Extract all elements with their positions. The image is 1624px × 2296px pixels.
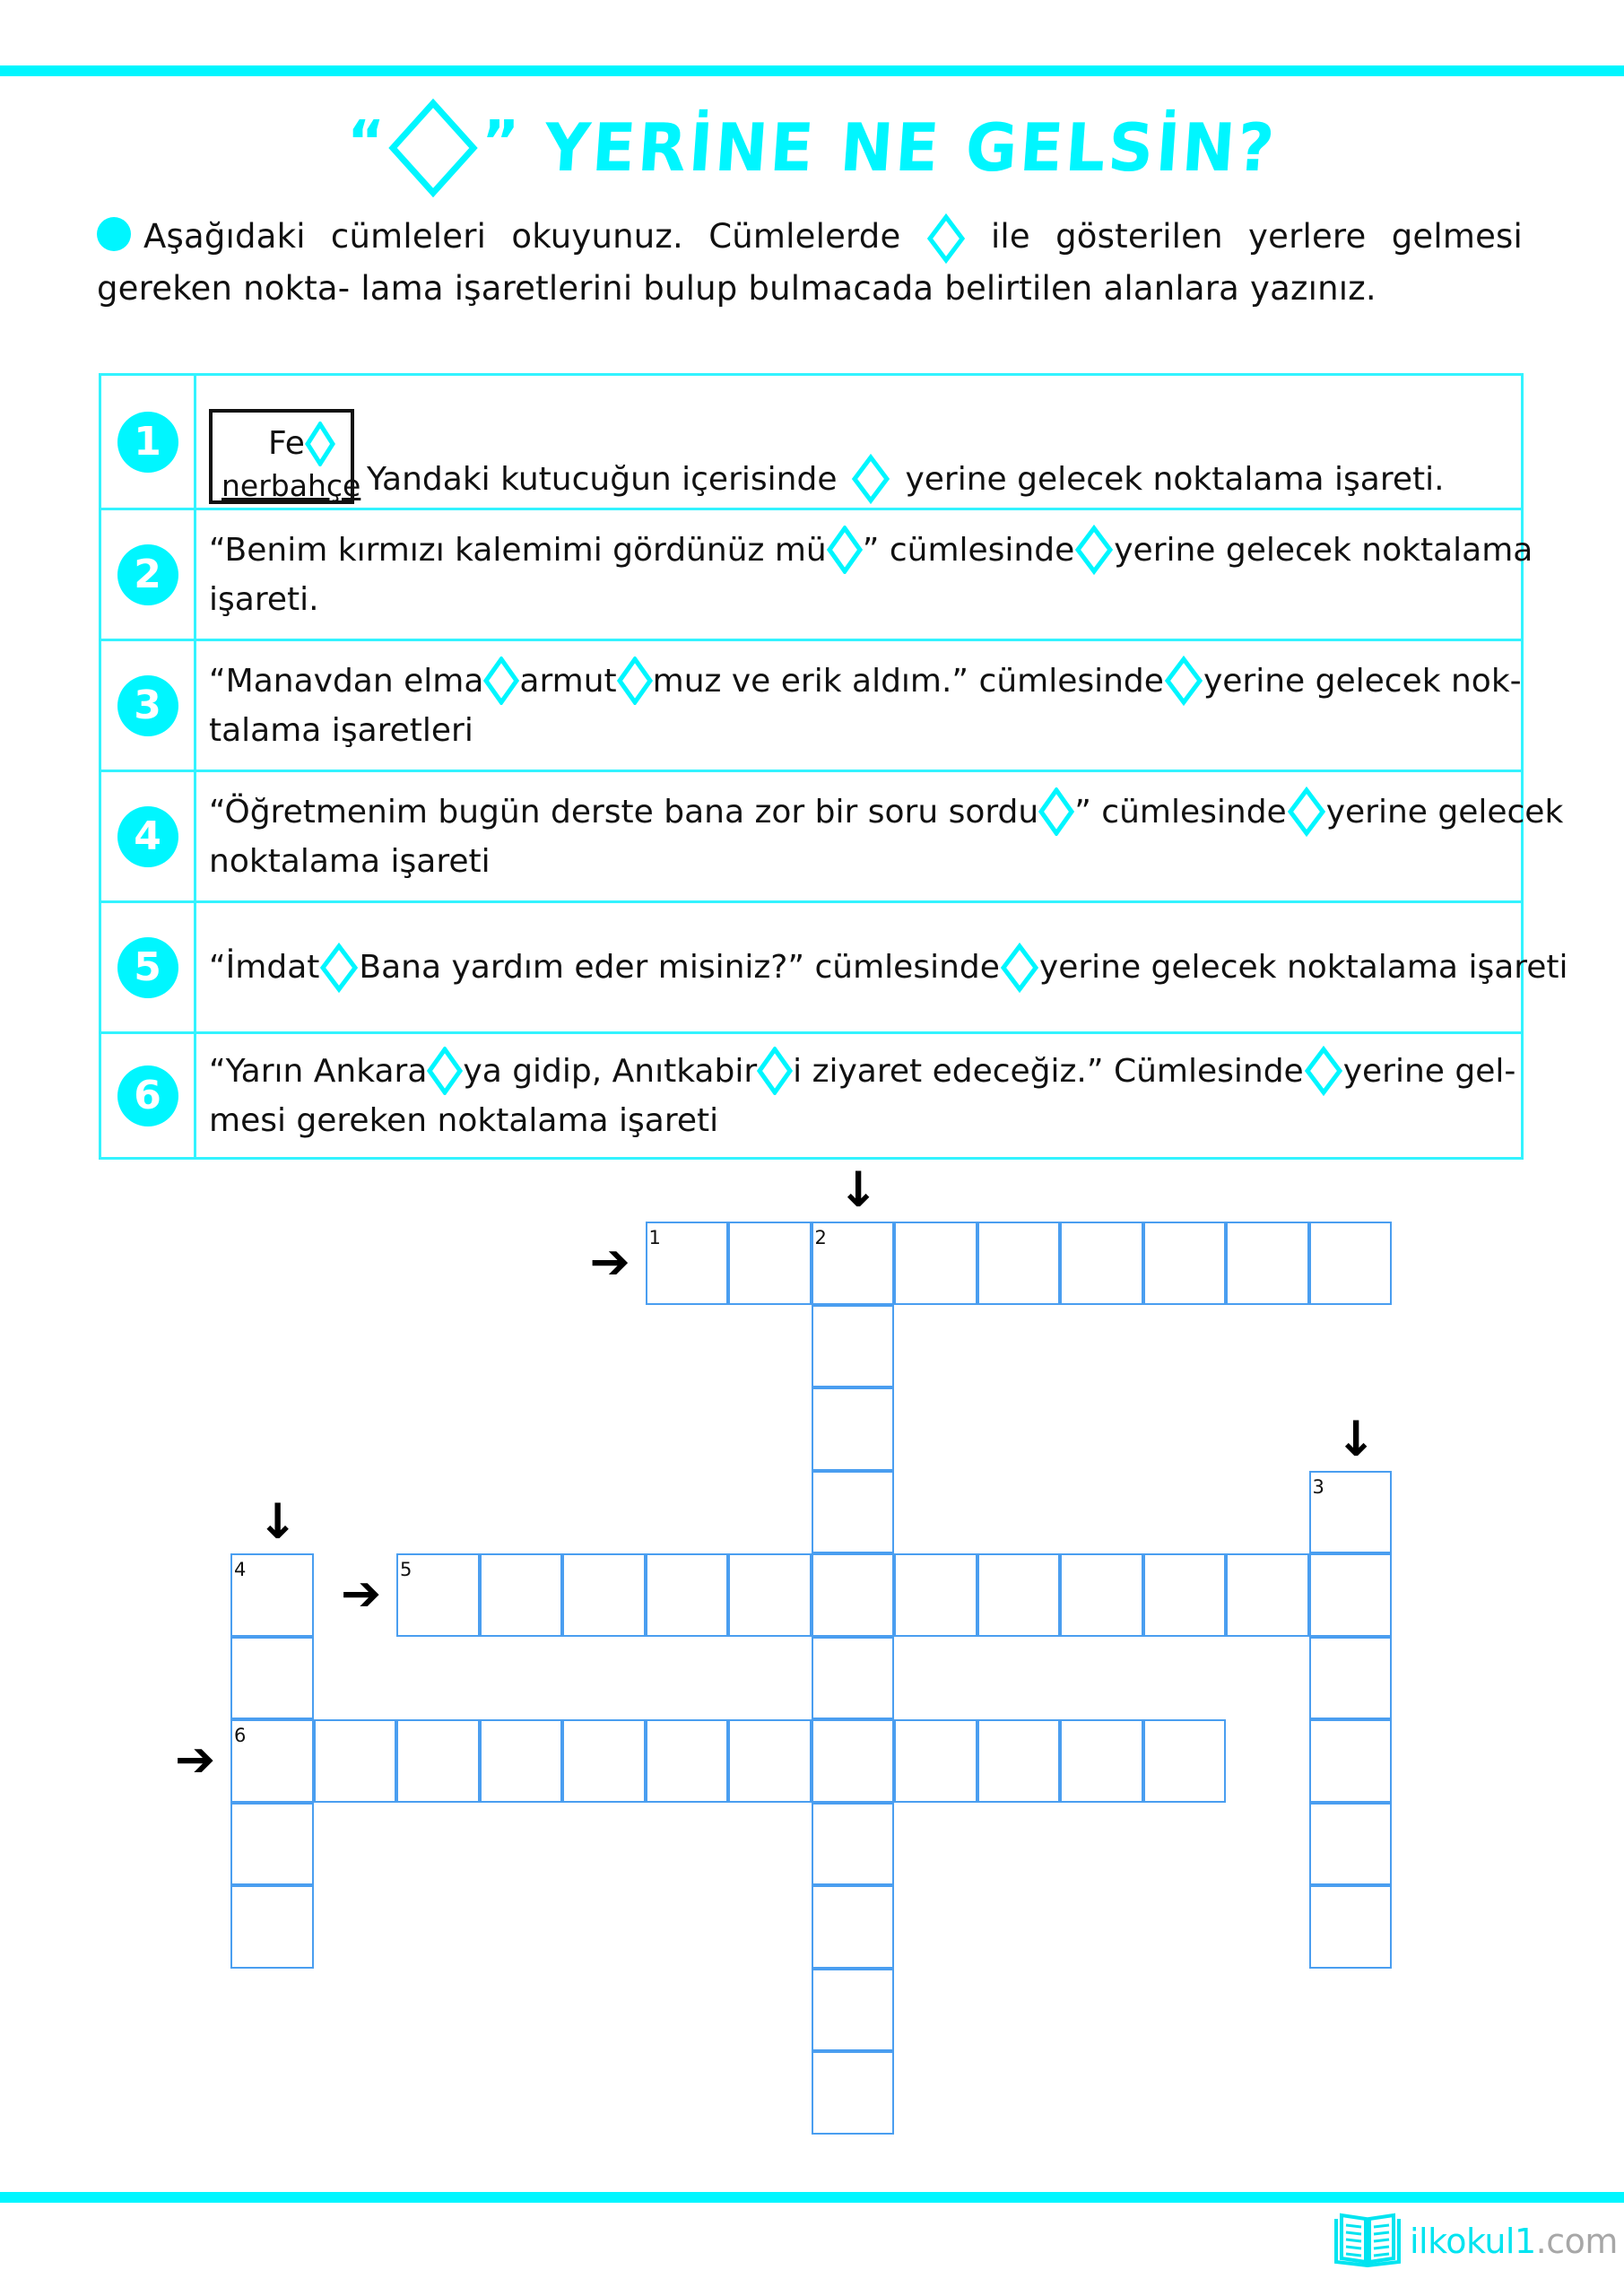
arrow-right-icon: ➔ [589,1233,630,1290]
crossword-cell[interactable] [480,1553,563,1637]
crossword-cell[interactable] [1226,1222,1309,1305]
question-text-part: “İmdat [209,949,320,986]
question-text [209,772,1564,900]
question-number-badge: 5 [117,937,178,998]
crossword-cell[interactable] [1060,1719,1143,1803]
question-number-badge: 2 [117,544,178,605]
crossword-cell[interactable] [977,1222,1061,1305]
question-number-badge: 3 [117,675,178,736]
arrow-right-icon: ➔ [341,1565,382,1622]
diamond-icon [388,99,478,197]
intro-line1-b: ile gösterilen yerlere gelmesi gereken nokta- [97,217,1524,308]
page-title [0,90,1624,206]
question-number-cell [101,510,196,639]
diamond-icon [427,1047,463,1095]
question-text-part: mesi gereken noktalama işareti [209,1102,719,1139]
crossword-cell[interactable] [230,1719,314,1803]
question-text-part: ” cümlesinde [862,531,1075,569]
crossword-cell[interactable] [1309,1637,1393,1720]
crossword-cell[interactable] [562,1553,646,1637]
crossword-cell[interactable] [812,1387,895,1471]
question-text-part: “Benim kırmızı kalemimi gördünüz mü [209,531,827,569]
bottom-accent-bar [0,2192,1624,2203]
box-top-text: Fe [268,425,305,462]
crossword-cell[interactable] [396,1719,480,1803]
crossword-cell[interactable] [812,1969,895,2052]
crossword-cell[interactable] [646,1222,729,1305]
question-text-part: yerine gelecek noktalama işareti [1038,949,1568,986]
logo-domain: .com [1535,2222,1618,2261]
question-row-5 [101,900,1568,1031]
title-text: YERİNE NE GELSİN? [542,109,1280,187]
crossword-cell[interactable] [812,1885,895,1969]
intro-line2: lama işaretlerini bulup bulmacada belirtilen alanlara yazınız. [360,268,1376,308]
crossword-cell[interactable] [894,1719,977,1803]
arrow-down-icon: ↓ [257,1493,299,1550]
question-text-part: armut [519,662,617,700]
question-row-2 [101,508,1533,639]
crossword-cell[interactable] [646,1553,729,1637]
question-row-4 [101,770,1564,900]
question-text-part: muz ve erik aldım.” cümlesinde [652,662,1164,700]
question-number-badge: 1 [117,412,178,473]
question-text [209,903,1568,1031]
question-number-cell [101,903,196,1031]
diamond-icon [926,213,966,264]
crossword-cell[interactable] [977,1553,1061,1637]
title-open-quote: “ [347,109,386,176]
crossword-cell[interactable] [1309,1553,1393,1637]
question-text-part: “Yarın Ankara [209,1052,428,1090]
question-row-1 [101,376,1521,508]
top-accent-bar [0,65,1624,76]
question-text-part: “Öğretmenim bugün derste bana zor bir soru sordu [209,793,1039,831]
question-text-part: talama işaretleri [209,712,473,749]
question-text-part: yerine gelecek [1325,793,1564,831]
question-text-part: “Manavdan elma [209,662,484,700]
crossword-cell[interactable] [812,1637,895,1720]
crossword-cell[interactable] [1143,1719,1227,1803]
diamond-icon [1164,656,1203,706]
crossword-cell[interactable] [812,1719,895,1803]
crossword-cell[interactable] [1309,1885,1393,1969]
logo-text [1410,2222,1618,2261]
diamond-icon [617,657,653,705]
crossword-cell[interactable] [1060,1222,1143,1305]
bullet-dot-icon [97,217,131,251]
instructions [97,212,1523,314]
crossword-cell[interactable] [1060,1553,1143,1637]
question-text-part: yerine gelecek noktalama [1114,531,1533,569]
crossword-cell[interactable] [230,1553,314,1637]
crossword-clue-number: 3 [1312,1475,1324,1498]
question-text-part: işareti. [209,581,319,618]
intro-line1-a: Aşağıdaki cümleleri okuyunuz. Cümlelerde [143,217,901,256]
crossword-cell[interactable] [977,1719,1061,1803]
question-number-cell [101,1034,196,1157]
diamond-icon [827,526,863,574]
crossword-cell[interactable] [812,1471,895,1554]
question-number-badge: 4 [117,806,178,867]
question-text [209,510,1533,639]
diamond-icon [319,943,359,993]
question-number-cell [101,641,196,770]
crossword-cell[interactable] [396,1553,480,1637]
crossword-cell[interactable] [894,1553,977,1637]
question-text-part: yerine gelecek noktalama işareti. [905,461,1445,498]
crossword-cell[interactable] [812,1553,895,1637]
crossword-cell[interactable] [1309,1471,1393,1554]
crossword-clue-number: 5 [400,1559,413,1580]
crossword-clue-number: 6 [234,1725,247,1746]
crossword-clue-number: 4 [234,1559,247,1580]
crossword-cell[interactable] [230,1637,314,1720]
question-text [209,1034,1516,1157]
crossword-cell[interactable] [1226,1553,1309,1637]
question-text-part: noktalama işareti [209,843,491,880]
crossword-cell[interactable] [230,1803,314,1886]
crossword-cell[interactable] [812,2051,895,2135]
diamond-icon [851,454,890,504]
crossword-cell[interactable] [230,1885,314,1969]
diamond-icon [757,1047,793,1095]
question-text-part: ya gidip, Anıtkabir [463,1052,758,1090]
crossword-cell[interactable] [314,1719,397,1803]
crossword-clue-number: 2 [814,1227,827,1248]
crossword-clue-number: 1 [648,1227,661,1248]
crossword-cell[interactable] [480,1719,563,1803]
question-text-part: i ziyaret edeceğiz.” Cümlesinde [793,1052,1304,1090]
question-text-part: yerine gelecek nok- [1203,662,1522,700]
question-text-part: yerine gel- [1342,1052,1516,1090]
diamond-icon [305,422,335,466]
crossword-cell[interactable] [1143,1553,1227,1637]
crossword-cell[interactable] [728,1719,812,1803]
crossword-cell[interactable] [812,1305,895,1388]
question-text [209,641,1522,770]
example-word-box [209,409,361,504]
crossword-cell[interactable] [1143,1222,1227,1305]
crossword-cell[interactable] [812,1803,895,1886]
crossword-cell[interactable] [1309,1803,1393,1886]
question-text-part: Bana yardım eder misiniz?” cümlesinde [359,949,1000,986]
arrow-right-icon: ➔ [175,1731,216,1787]
question-number-badge: 6 [117,1065,178,1126]
crossword-cell[interactable] [812,1222,895,1305]
crossword-cell[interactable] [562,1719,646,1803]
arrow-down-icon: ↓ [838,1161,879,1218]
question-text-part: ” cümlesinde [1074,793,1287,831]
diamond-icon [1287,787,1326,837]
open-book-icon [1331,2212,1404,2271]
crossword-cell[interactable] [894,1222,977,1305]
title-close-quote: ” [482,109,520,176]
question-row-6 [101,1031,1521,1157]
question-row-3 [101,639,1521,770]
box-bottom-text: nerbahçe [221,468,361,503]
question-text [209,376,1510,508]
question-text-part: Yandaki kutucuğun içerisinde [367,461,838,498]
crossword-cell[interactable] [728,1553,812,1637]
diamond-icon [1000,943,1039,993]
question-number-cell [101,772,196,900]
site-logo [1331,2212,1618,2271]
crossword-cell[interactable] [1309,1222,1393,1305]
crossword-cell[interactable] [646,1719,729,1803]
arrow-down-icon: ↓ [1335,1410,1376,1467]
diamond-icon [1038,787,1074,836]
logo-brand: ilkokul1 [1410,2222,1536,2261]
questions-table [99,373,1568,1160]
diamond-icon [1074,525,1114,575]
diamond-icon [1304,1046,1343,1096]
crossword-cell[interactable] [728,1222,812,1305]
diamond-icon [483,657,519,705]
question-number-cell [101,376,196,508]
crossword-cell[interactable] [1309,1719,1393,1803]
